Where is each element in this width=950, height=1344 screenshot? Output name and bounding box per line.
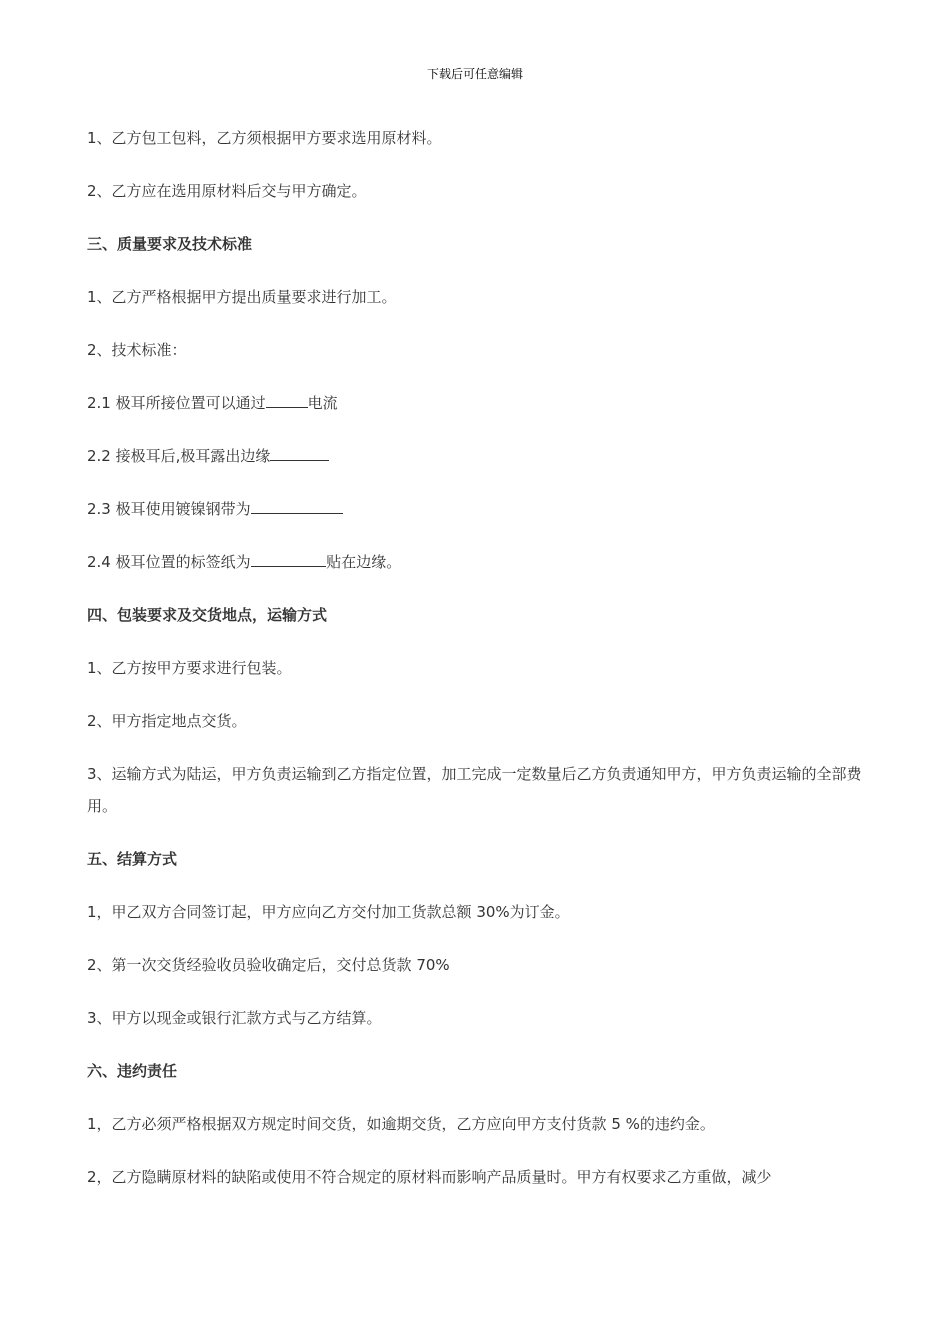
paragraph: 1，甲乙双方合同签订起，甲方应向乙方交付加工货款总额 30%为订金。 [87, 903, 570, 921]
paragraph [87, 440, 865, 472]
paragraph-text: 2.2 接极耳后,极耳露出边缘 [87, 447, 271, 465]
paragraph: 1、乙方按甲方要求进行包装。 [87, 659, 292, 677]
paragraph: 2、技术标准： [87, 341, 187, 359]
paragraph-text: 2.3 极耳使用镀镍钢带为 [87, 500, 251, 518]
section-heading: 五、结算方式 [87, 850, 178, 868]
paragraph: 2，乙方隐瞒原材料的缺陷或使用不符合规定的原材料而影响产品质量时。甲方有权要求乙方重做，减少 [87, 1168, 772, 1186]
section-heading: 三、质量要求及技术标准 [87, 235, 253, 253]
fill-in-blank [270, 445, 329, 461]
paragraph-text: 2.1 极耳所接位置可以通过 [87, 394, 266, 412]
section-heading: 四、包装要求及交货地点，运输方式 [87, 606, 328, 624]
paragraph: 2、甲方指定地点交货。 [87, 712, 247, 730]
paragraph [87, 387, 865, 419]
paragraph: 3、运输方式为陆运，甲方负责运输到乙方指定位置，加工完成一定数量后乙方负责通知甲方，甲方负责运输的全部费用。 [87, 765, 862, 815]
fill-in-blank [266, 392, 308, 408]
paragraph: 1，乙方必须严格根据双方规定时间交货，如逾期交货，乙方应向甲方支付货款 5 %的违约金。 [87, 1115, 715, 1133]
paragraph-text: 2.4 极耳位置的标签纸为 [87, 553, 251, 571]
paragraph-text: 贴在边缘。 [326, 553, 402, 571]
paragraph: 2、乙方应在选用原材料后交与甲方确定。 [87, 182, 367, 200]
paragraph-text: 电流 [307, 394, 338, 412]
paragraph: 2、第一次交货经验收员验收确定后，交付总货款 70% [87, 956, 450, 974]
paragraph: 1、乙方严格根据甲方提出质量要求进行加工。 [87, 288, 397, 306]
paragraph [87, 546, 865, 578]
paragraph [87, 493, 865, 525]
paragraph: 3、甲方以现金或银行汇款方式与乙方结算。 [87, 1009, 382, 1027]
section-heading: 六、违约责任 [87, 1062, 178, 1080]
page-header: 下载后可任意编辑 [426, 67, 523, 81]
fill-in-blank [251, 551, 327, 567]
document-body [87, 122, 865, 1214]
paragraph: 1、乙方包工包料，乙方须根据甲方要求选用原材料。 [87, 129, 442, 147]
fill-in-blank [251, 498, 343, 514]
